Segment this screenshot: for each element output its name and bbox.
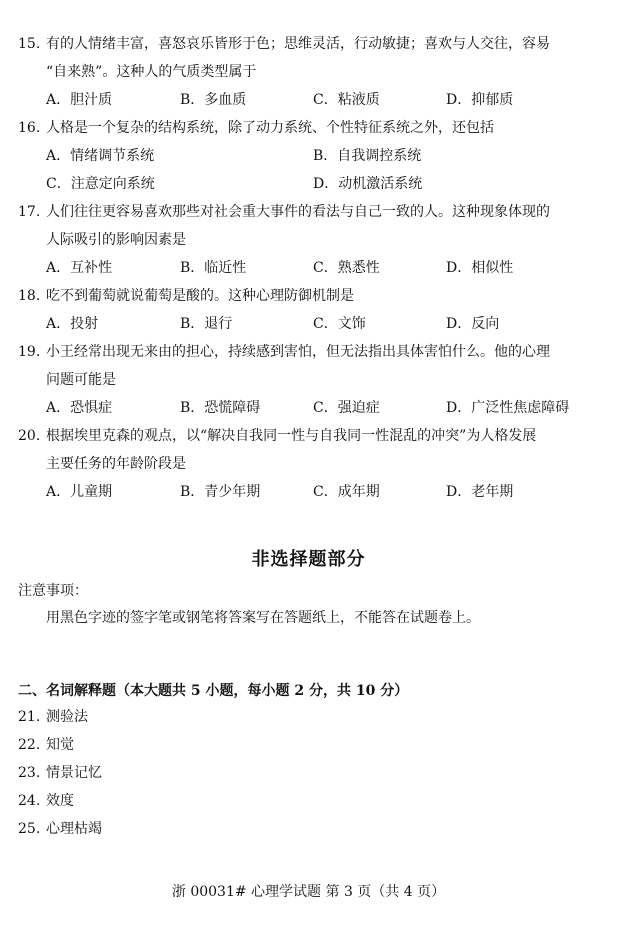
question-19 — [18, 338, 598, 422]
term-item — [18, 759, 102, 787]
term-text: 效度 — [46, 793, 74, 809]
options-row — [18, 394, 598, 422]
option-a: A．胆汁质 — [46, 92, 113, 108]
option-c: C．文饰 — [313, 316, 366, 332]
question-number: 16. — [18, 120, 41, 136]
option-c: C．注意定向系统 — [46, 176, 155, 192]
option-d: D．抑郁质 — [446, 92, 514, 108]
question-number: 17. — [18, 204, 41, 220]
options-row — [18, 478, 598, 506]
question-text: 问题可能是 — [46, 372, 116, 388]
question-text: 人际吸引的影响因素是 — [46, 232, 186, 248]
question-text: 有的人情绪丰富，喜怒哀乐皆形于色；思维灵活，行动敏捷；喜欢与人交往，容易 — [46, 36, 550, 52]
option-b: B．临近性 — [180, 260, 247, 276]
question-15 — [18, 30, 598, 114]
question-number: 18. — [18, 288, 41, 304]
question-line — [18, 226, 598, 254]
question-text: 小王经常出现无来由的担心，持续感到害怕，但无法指出具体害怕什么。他的心理 — [46, 344, 550, 360]
question-line — [18, 450, 598, 478]
option-d: D．动机激活系统 — [313, 176, 423, 192]
question-line — [18, 422, 598, 450]
option-c: C．熟悉性 — [313, 260, 380, 276]
question-text: 人们往往更容易喜欢那些对社会重大事件的看法与自己一致的人。这种现象体现的 — [46, 204, 550, 220]
option-d: D．广泛性焦虑障碍 — [446, 400, 570, 416]
option-a: A．互补性 — [46, 260, 113, 276]
term-item — [18, 787, 102, 815]
question-text: 根据埃里克森的观点，以“解决自我同一性与自我同一性混乱的冲突”为人格发展 — [46, 428, 537, 444]
notice-heading: 注意事项： — [18, 583, 88, 599]
question-line — [18, 198, 598, 226]
option-c: C．粘液质 — [313, 92, 380, 108]
term-text: 知觉 — [46, 737, 74, 753]
term-number: 24. — [18, 793, 41, 809]
page-footer: 浙 00031# 心理学试题 第 3 页（共 4 页） — [171, 884, 446, 900]
part-heading: 二、名词解释题（本大题共 5 小题，每小题 2 分，共 10 分） — [18, 683, 409, 699]
options-row — [18, 310, 598, 338]
term-number: 23. — [18, 765, 41, 781]
term-text: 测验法 — [46, 709, 88, 725]
option-b: B．青少年期 — [180, 484, 261, 500]
question-line — [18, 366, 598, 394]
question-text: “自来熟”。这种人的气质类型属于 — [46, 64, 257, 80]
option-b: B．多血质 — [180, 92, 247, 108]
question-17 — [18, 198, 598, 282]
options-row — [18, 254, 598, 282]
option-b: B．退行 — [180, 316, 233, 332]
term-number: 21. — [18, 709, 41, 725]
question-line — [18, 30, 598, 58]
question-number: 20. — [18, 428, 41, 444]
term-text: 心理枯竭 — [46, 821, 102, 837]
question-20 — [18, 422, 598, 506]
option-d: D．相似性 — [446, 260, 514, 276]
term-number: 25. — [18, 821, 41, 837]
question-number: 15. — [18, 36, 41, 52]
question-18 — [18, 282, 598, 338]
question-line — [18, 338, 598, 366]
question-16 — [18, 114, 598, 198]
options-row — [18, 170, 598, 198]
option-a: A．恐惧症 — [46, 400, 113, 416]
options-row — [18, 86, 598, 114]
option-c: C．成年期 — [313, 484, 380, 500]
question-text: 人格是一个复杂的结构系统，除了动力系统、个性特征系统之外，还包括 — [46, 120, 494, 136]
term-list — [18, 703, 102, 843]
question-line — [18, 282, 598, 310]
option-a: A．儿童期 — [46, 484, 113, 500]
question-line — [18, 58, 598, 86]
term-number: 22. — [18, 737, 41, 753]
option-a: A．投射 — [46, 316, 99, 332]
option-d: D．老年期 — [446, 484, 514, 500]
question-text: 吃不到葡萄就说葡萄是酸的。这种心理防御机制是 — [46, 288, 354, 304]
question-line — [18, 114, 598, 142]
option-b: B．自我调控系统 — [313, 148, 422, 164]
options-row — [18, 142, 598, 170]
question-text: 主要任务的年龄阶段是 — [46, 456, 186, 472]
question-number: 19. — [18, 344, 41, 360]
term-item — [18, 703, 102, 731]
option-c: C．强迫症 — [313, 400, 380, 416]
option-a: A．情绪调节系统 — [46, 148, 155, 164]
option-b: B．恐慌障碍 — [180, 400, 261, 416]
term-text: 情景记忆 — [46, 765, 102, 781]
term-item — [18, 815, 102, 843]
term-item — [18, 731, 102, 759]
option-d: D．反向 — [446, 316, 500, 332]
notice-body: 用黑色字迹的签字笔或钢笔将答案写在答题纸上，不能答在试题卷上。 — [46, 610, 480, 626]
section-title: 非选择题部分 — [251, 549, 366, 570]
